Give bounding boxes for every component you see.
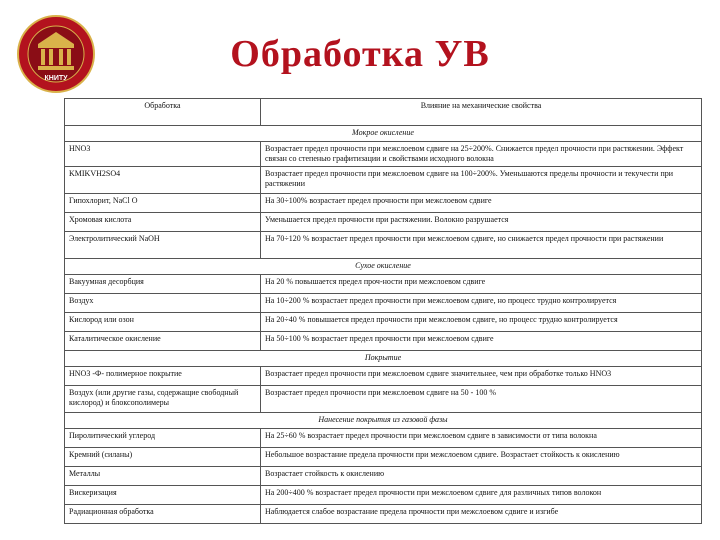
treatment-cell: Гипохлорит, NaCl O <box>65 194 261 213</box>
table-header-row <box>65 99 702 126</box>
effect-cell: На 10÷200 % возрастает предел прочности при межслоевом сдвиге, но процесс трудно контролируется <box>261 294 702 313</box>
section-title: Покрытие <box>65 351 702 367</box>
table-row <box>65 142 702 167</box>
table-row <box>65 367 702 386</box>
logo-text: КНИТУ <box>44 75 68 82</box>
section-title: Сухое окисление <box>65 259 702 275</box>
effect-cell: Возрастает предел прочности при межслоевом сдвиге значительнее, чем при обработке только HNO3 <box>261 367 702 386</box>
effect-cell: Небольшое возрастание предела прочности при межслоевом сдвиге. Возрастает стойкость к окислению <box>261 448 702 467</box>
table-row <box>65 429 702 448</box>
section-row <box>65 413 702 429</box>
treatment-cell: HNO3 <box>65 142 261 167</box>
effect-cell: На 25÷60 % возрастает предел прочности при межслоевом сдвиге в зависимости от типа волокна <box>261 429 702 448</box>
effect-cell: Возрастает предел прочности при межслоевом сдвиге на 25÷200%. Снижается предел прочности при растяжении. Эффект связан со степенью графитизации и свойствами исходного волокна <box>261 142 702 167</box>
effect-cell: На 200÷400 % возрастает предел прочности при межслоевом сдвиге для различных типов волокон <box>261 486 702 505</box>
treatment-cell: Кислород или озон <box>65 313 261 332</box>
treatment-cell: HNO3 -Ф- полимерное покрытие <box>65 367 261 386</box>
table-row <box>65 167 702 194</box>
table-row <box>65 467 702 486</box>
treatment-cell: Электролитический NaOH <box>65 232 261 259</box>
treatment-cell: Вискеризация <box>65 486 261 505</box>
effect-cell: На 20 % повышается предел проч-ности при межслоевом сдвиге <box>261 275 702 294</box>
treatment-cell: Радиационная обработка <box>65 505 261 524</box>
treatment-cell: Кремний (силаны) <box>65 448 261 467</box>
table-row <box>65 194 702 213</box>
section-title: Нанесение покрытия из газовой фазы <box>65 413 702 429</box>
table-row <box>65 313 702 332</box>
section-row <box>65 259 702 275</box>
effect-cell: На 30÷100% возрастает предел прочности при межслоевом сдвиге <box>261 194 702 213</box>
table-row <box>65 448 702 467</box>
treatment-cell: Вакуумная десорбция <box>65 275 261 294</box>
column-header-effect: Влияние на механические свойства <box>261 99 702 126</box>
effect-cell: Уменьшается предел прочности при растяжении. Волокно разрушается <box>261 213 702 232</box>
treatment-cell: Воздух <box>65 294 261 313</box>
treatment-cell: Каталитическое окисление <box>65 332 261 351</box>
treatment-cell: KMIKVH2SO4 <box>65 167 261 194</box>
section-row <box>65 351 702 367</box>
effect-cell: На 50÷100 % возрастает предел прочности при межслоевом сдвиге <box>261 332 702 351</box>
effect-cell: На 20÷40 % повышается предел прочности при межслоевом сдвиге, но процесс трудно контролируется <box>261 313 702 332</box>
treatment-cell: Воздух (или другие газы, содержащие свободный кислород) и блоксополимеры <box>65 386 261 413</box>
column-header-treatment: Обработка <box>65 99 261 126</box>
table-row <box>65 232 702 259</box>
page-title: Обработка УВ <box>230 33 490 75</box>
treatment-cell: Хромовая кислота <box>65 213 261 232</box>
effect-cell: Наблюдается слабое возрастание предела прочности при межслоевом сдвиге и изгибе <box>261 505 702 524</box>
effect-cell: Возрастает стойкость к окислению <box>261 467 702 486</box>
table-row <box>65 332 702 351</box>
table-row <box>65 486 702 505</box>
treatment-cell: Металлы <box>65 467 261 486</box>
effect-cell: На 70÷120 % возрастает предел прочности при межслоевом сдвиге, но снижается предел прочности при растяжении <box>261 232 702 259</box>
table-row <box>65 294 702 313</box>
table-row <box>65 386 702 413</box>
table-row <box>65 505 702 524</box>
section-row <box>65 126 702 142</box>
treatment-cell: Пиролитический углерод <box>65 429 261 448</box>
table-row <box>65 275 702 294</box>
table-row <box>65 213 702 232</box>
effect-cell: Возрастает предел прочности при межслоевом сдвиге на 50 - 100 % <box>261 386 702 413</box>
effect-cell: Возрастает предел прочности при межслоевом сдвиге на 100÷200%. Уменьшаются пределы прочности и текучести при растяжении <box>261 167 702 194</box>
section-title: Мокрое окисление <box>65 126 702 142</box>
treatment-table <box>64 98 702 524</box>
